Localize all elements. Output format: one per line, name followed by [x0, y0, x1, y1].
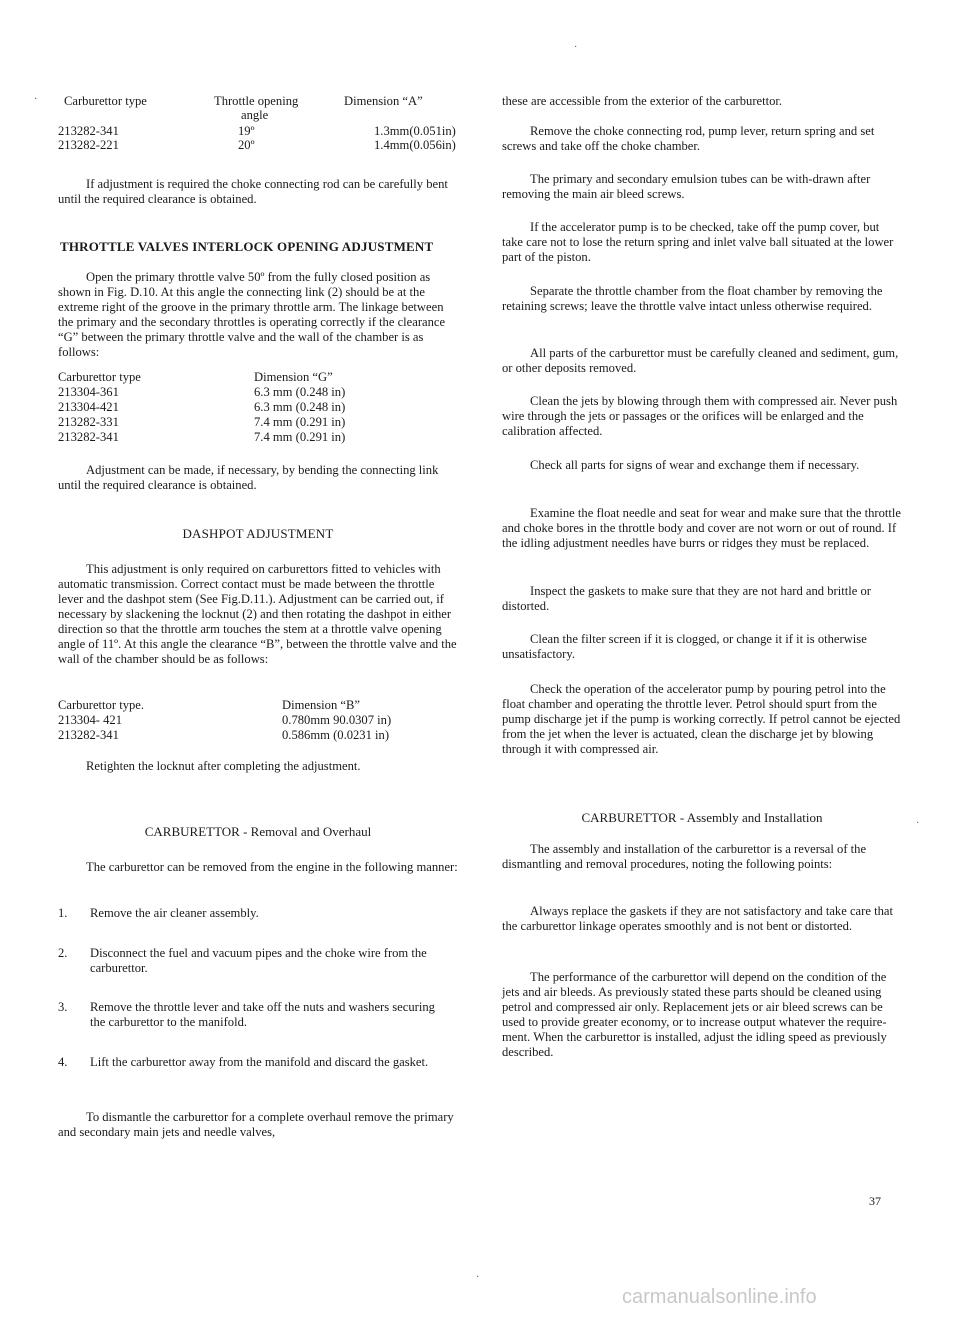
step-number: 4. [58, 1055, 68, 1069]
heading-dashpot: DASHPOT ADJUSTMENT [182, 526, 334, 541]
table-cell: 213282-341 [58, 728, 119, 742]
paragraph-retighten: Retighten the locknut after completing the adjustment. [86, 759, 361, 773]
table-header-dimension: Dimension “G” [254, 370, 333, 384]
speck-mark: · [574, 42, 578, 53]
paragraph-gaskets-replace: Always replace the gaskets if they are not satisfactory and take care that the carburettor linkage operates smoothly and is not bent or distorted. [502, 904, 893, 933]
step-text: Lift the carburettor away from the manifold and discard the gasket. [90, 1055, 429, 1069]
heading-assembly: CARBURETTOR - Assembly and Installation [581, 810, 823, 825]
step-text: Remove the air cleaner assembly. [90, 906, 259, 920]
table-cell: 0.780mm 90.0307 in) [282, 713, 392, 727]
speck-mark: · [916, 818, 920, 829]
step-text: Disconnect the fuel and vacuum pipes and the choke wire from the carburettor. [90, 946, 427, 975]
paragraph-assembly: The assembly and installation of the carburettor is a reversal of the dismantling and removal procedures, noting the following points: [502, 842, 867, 871]
paragraph-performance: The performance of the carburettor will depend on the condition of the jets and air bleeds. As previously stated these parts should be cleaned using petrol and compressed air only. Replacement jets or air bleed screws can be used to provide greater economy, or to increase output whatever the require-ment. When the carburettor is installed, adjust the idling speed as previously described. [502, 970, 887, 1059]
paragraph-accelerator: Check the operation of the accelerator pump by pouring petrol into the float chamber and operating the throttle lever. Petrol should spurt from the pump discharge jet if the pump is working correctly. If petrol cannot be ejected from the jet when the lever is actuated, clean the discharge jet by blowing through it with compressed air. [502, 682, 901, 756]
table-cell: 19º [238, 124, 255, 138]
table-cell: 213304- 421 [58, 713, 123, 727]
paragraph-throttle-interlock: Open the primary throttle valve 50º from the fully closed position as shown in Fig. D.10. At this angle the connecting link (2) should be at the extreme right of the groove in the primary throttle arm. The linkage between the primary and the secondary throttles is operating correctly if the clearance “G” between the primary throttle valve and the wall of the chamber is as follows: [58, 270, 446, 359]
table-cell: 6.3 mm (0.248 in) [254, 400, 346, 414]
paragraph-gaskets: Inspect the gaskets to make sure that they are not hard and brittle or distorted. [502, 584, 871, 613]
heading-removal: CARBURETTOR - Removal and Overhaul [144, 824, 372, 839]
paragraph-separate: Separate the throttle chamber from the float chamber by removing the retaining screws; leave the throttle valve intact unless otherwise required. [502, 284, 883, 313]
table-cell: 213282-341 [58, 430, 119, 444]
table-header-type: Carburettor type [58, 370, 141, 384]
paragraph-emulsion: The primary and secondary emulsion tubes can be with-drawn after removing the main air bleed screws. [502, 172, 871, 201]
table-cell: 7.4 mm (0.291 in) [254, 415, 346, 429]
table-cell: 20º [238, 138, 255, 152]
dimension-b-table [58, 698, 458, 744]
paragraph-pump-check: If the accelerator pump is to be checked, take off the pump cover, but take care not to lose the return spring and inlet valve ball situated at the lower part of the piston. [502, 220, 894, 264]
paragraph-clean-jets: Clean the jets by blowing through them with compressed air. Never push wire through the jets or passages or the orifices will be enlarged and the calibration affected. [502, 394, 898, 438]
paragraph-filter: Clean the filter screen if it is clogged, or change it if it is otherwise unsatisfactory. [502, 632, 867, 661]
step-number: 1. [58, 906, 68, 920]
throttle-angle-table [58, 94, 458, 154]
step-3 [58, 1000, 458, 1032]
speck-mark: · [476, 1272, 480, 1283]
paragraph-dismantle: To dismantle the carburettor for a complete overhaul remove the primary and secondary main jets and needle valves, [58, 1110, 454, 1139]
table-cell: 0.586mm (0.0231 in) [282, 728, 390, 742]
table-header-type: Carburettor type [64, 94, 147, 108]
paragraph-float-needle: Examine the float needle and seat for wear and make sure that the throttle and choke bores in the throttle body and cover are not worn or out of round. If the idling adjustment needles have burrs or ridges they must be replaced. [502, 506, 902, 550]
step-number: 3. [58, 1000, 68, 1014]
table-cell: 213304-361 [58, 385, 119, 399]
dimension-g-table [58, 370, 458, 446]
table-header-dimension: Dimension “B” [282, 698, 360, 712]
table-header-dimension: Dimension “A” [344, 94, 423, 108]
step-1 [58, 906, 458, 922]
step-number: 2. [58, 946, 68, 960]
speck-mark: · [34, 94, 38, 105]
table-cell: 213282-331 [58, 415, 119, 429]
page-number: 37 [869, 1194, 881, 1208]
step-4 [58, 1055, 458, 1087]
table-cell: 7.4 mm (0.291 in) [254, 430, 346, 444]
table-cell: 1.3mm(0.051in) [374, 124, 456, 138]
paragraph-dashpot: This adjustment is only required on carburettors fitted to vehicles with automatic transmission. Correct contact must be made between the throttle lever and the dashpot stem (See Fig.D.11.). Adjustment can be carried out, if necessary by slackening the locknut (2) and then rotating the dashpot in either direction so that the throttle arm touches the stem at a throttle valve opening angle of 11º. At this angle the clearance “B”, between the throttle valve and the wall of the chamber should be as follows: [58, 562, 457, 666]
paragraph-check-wear: Check all parts for signs of wear and exchange them if necessary. [530, 458, 860, 472]
paragraph-clean-parts: All parts of the carburettor must be carefully cleaned and sediment, gum, or other deposits removed. [502, 346, 899, 375]
table-cell: 213282-221 [58, 138, 119, 152]
step-2 [58, 946, 458, 978]
paragraph-accessible: these are accessible from the exterior of the carburettor. [502, 94, 783, 108]
table-cell: 6.3 mm (0.248 in) [254, 385, 346, 399]
table-cell: 213282-341 [58, 124, 119, 138]
paragraph-choke-rod: Remove the choke connecting rod, pump lever, return spring and set screws and take off the choke chamber. [502, 124, 875, 153]
table-cell: 213304-421 [58, 400, 119, 414]
table-header-angle-2: angle [241, 108, 269, 122]
paragraph-bending: Adjustment can be made, if necessary, by bending the connecting link until the required clearance is obtained. [58, 463, 439, 492]
table-header-angle: Throttle opening [214, 94, 299, 108]
paragraph-choke-adjust: If adjustment is required the choke connecting rod can be carefully bent until the required clearance is obtained. [58, 177, 448, 206]
paragraph-removal: The carburettor can be removed from the engine in the following manner: [86, 860, 458, 874]
step-text: Remove the throttle lever and take off the nuts and washers securing the carburettor to the manifold. [90, 1000, 435, 1029]
table-header-type: Carburettor type. [58, 698, 145, 712]
table-cell: 1.4mm(0.056in) [374, 138, 456, 152]
heading-throttle-interlock: THROTTLE VALVES INTERLOCK OPENING ADJUSTMENT [60, 239, 434, 254]
watermark: carmanualsonline.info [622, 1286, 817, 1308]
